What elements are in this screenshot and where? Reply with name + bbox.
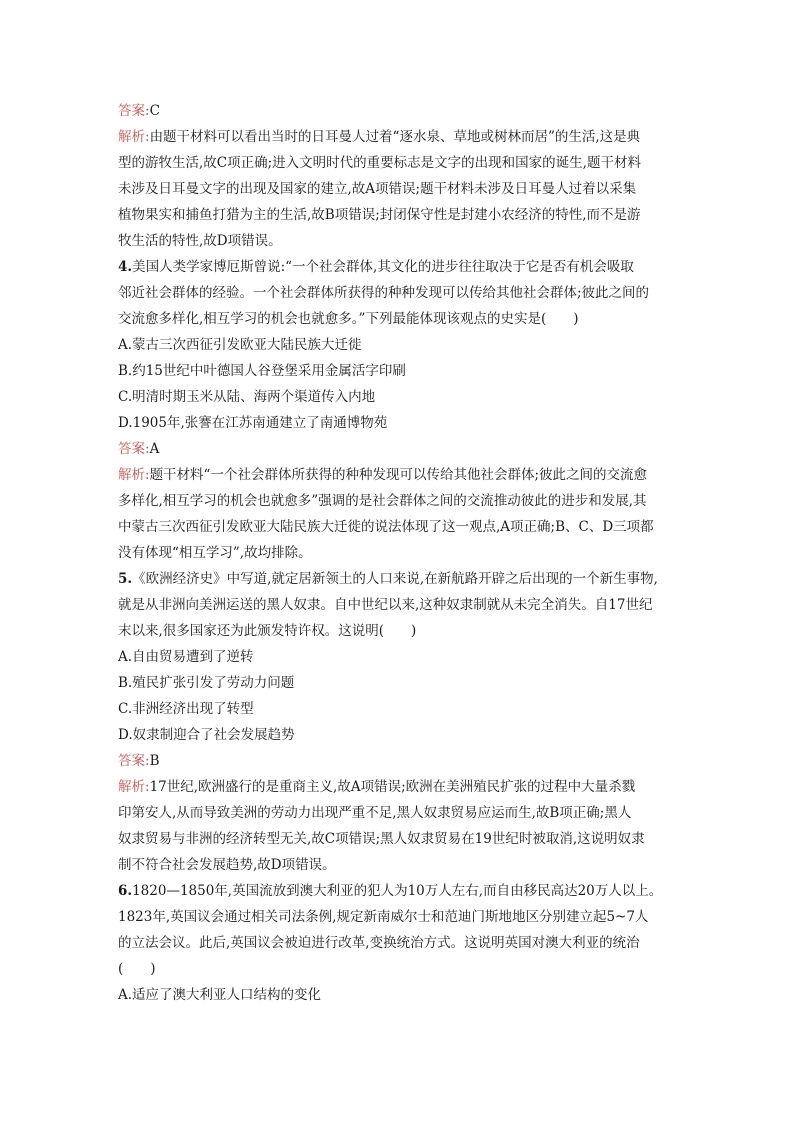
analysis-label: 解析: [118, 129, 150, 145]
question-number: 4. [118, 259, 133, 275]
analysis-line-q3-5: 牧生活的特性,故D项错误。 [118, 233, 282, 249]
question-number: 6. [118, 883, 133, 899]
question-5-stem-1 [118, 566, 698, 592]
analysis-text: 题干材料“一个社会群体所获得的种种发现可以传给其他社会群体;彼此之间的交流愈 [149, 467, 648, 483]
question-text: 1820—1850年,英国流放到澳大利亚的犯人为10万人左右,而自由移民高达20万人以上。 [132, 883, 663, 899]
analysis-line-q4-4: 没有体现“相互学习”,故均排除。 [118, 545, 312, 561]
question-5-option-d: D.奴隶制迎合了社会发展趋势 [118, 727, 295, 743]
question-4-stem-3: 交流愈多样化,相互学习的机会也就愈多。”下列最能体现该观点的史实是( ) [118, 311, 579, 327]
analysis-line-q4-3: 中蒙古三次西征引发欧亚大陆民族大迁徙的说法体现了这一观点,A项正确;B、C、D三项都 [118, 519, 654, 535]
answer-label: 答案: [118, 441, 150, 457]
analysis-label: 解析: [118, 779, 150, 795]
analysis-line-q5-1 [118, 774, 698, 800]
analysis-line-q4-1 [118, 462, 698, 488]
question-6-stem-2: 1823年,英国议会通过相关司法条例,规定新南威尔士和范迪门斯地地区分别建立起5~7人 [118, 909, 649, 925]
question-6-stem-1 [118, 878, 698, 904]
question-5-option-c: C.非洲经济出现了转型 [118, 701, 254, 717]
analysis-line-q5-4: 制不符合社会发展趋势,故D项错误。 [118, 857, 336, 873]
document-body [118, 98, 698, 1008]
analysis-text: 17世纪,欧洲盛行的是重商主义,故A项错误;欧洲在美洲殖民扩张的过程中大量杀戮 [149, 779, 636, 795]
answer-line-q4 [118, 436, 698, 462]
question-4-stem-2: 邻近社会群体的经验。一个社会群体所获得的种种发现可以传给其他社会群体;彼此之间的 [118, 285, 650, 301]
question-4-option-b: B.约15世纪中叶德国人谷登堡采用金属活字印刷 [118, 363, 406, 379]
answer-value: A [149, 441, 160, 457]
question-4-stem-1 [118, 254, 698, 280]
question-6-stem-4: ( ) [118, 961, 156, 977]
question-4-option-a: A.蒙古三次西征引发欧亚大陆民族大迁徙 [118, 337, 362, 353]
analysis-line-q3-1 [118, 124, 698, 150]
question-5-option-a: A.自由贸易遭到了逆转 [118, 649, 254, 665]
question-4-option-c: C.明清时期玉米从陆、海两个渠道传入内地 [118, 389, 376, 405]
analysis-line-q5-3: 奴隶贸易与非洲的经济转型无关,故C项错误;黑人奴隶贸易在19世纪时被取消,这说明奴隶 [118, 831, 645, 847]
analysis-line-q4-2: 多样化,相互学习的机会也就愈多”强调的是社会群体之间的交流推动彼此的进步和发展,其 [118, 493, 647, 509]
answer-line-q5 [118, 748, 698, 774]
analysis-label: 解析: [118, 467, 150, 483]
question-5-stem-3: 末以来,很多国家还为此颁发特许权。这说明( ) [118, 623, 417, 639]
question-5-option-b: B.殖民扩张引发了劳动力问题 [118, 675, 295, 691]
question-number: 5. [118, 571, 133, 587]
question-5-stem-2: 就是从非洲向美洲运送的黑人奴隶。自中世纪以来,这种奴隶制就从未完全消失。自17世纪 [118, 597, 653, 613]
question-6-option-a: A.适应了澳大利亚人口结构的变化 [118, 987, 322, 1003]
analysis-line-q3-2: 型的游牧生活,故C项正确;进入文明时代的重要标志是文字的出现和国家的诞生,题干材料 [118, 155, 641, 171]
analysis-line-q3-4: 植物果实和捕鱼打猎为主的生活,故B项错误;封闭保守性是封建小农经济的特性,而不是游 [118, 207, 641, 223]
answer-label: 答案: [118, 103, 150, 119]
analysis-line-q5-2: 印第安人,从而导致美洲的劳动力出现严重不足,黑人奴隶贸易应运而生,故B项正确;黑人 [118, 805, 632, 821]
question-text: 美国人类学家博厄斯曾说:“一个社会群体,其文化的进步往往取决于它是否有机会吸取 [132, 259, 634, 275]
question-text: 《欧洲经济史》中写道,就定居新领土的人口来说,在新航路开辟之后出现的一个新生事物, [132, 571, 658, 587]
question-4-option-d: D.1905年,张謇在江苏南通建立了南通博物苑 [118, 415, 388, 431]
answer-label: 答案: [118, 753, 150, 769]
analysis-text: 由题干材料可以看出当时的日耳曼人过着“逐水泉、草地或树林而居”的生活,这是典 [149, 129, 641, 145]
answer-line-q3 [118, 98, 698, 124]
analysis-line-q3-3: 未涉及日耳曼文字的出现及国家的建立,故A项错误;题干材料未涉及日耳曼人过着以采集 [118, 181, 637, 197]
question-6-stem-3: 的立法会议。此后,英国议会被迫进行改革,变换统治方式。这说明英国对澳大利亚的统治 [118, 935, 640, 951]
answer-value: C [149, 103, 160, 119]
answer-value: B [149, 753, 160, 769]
